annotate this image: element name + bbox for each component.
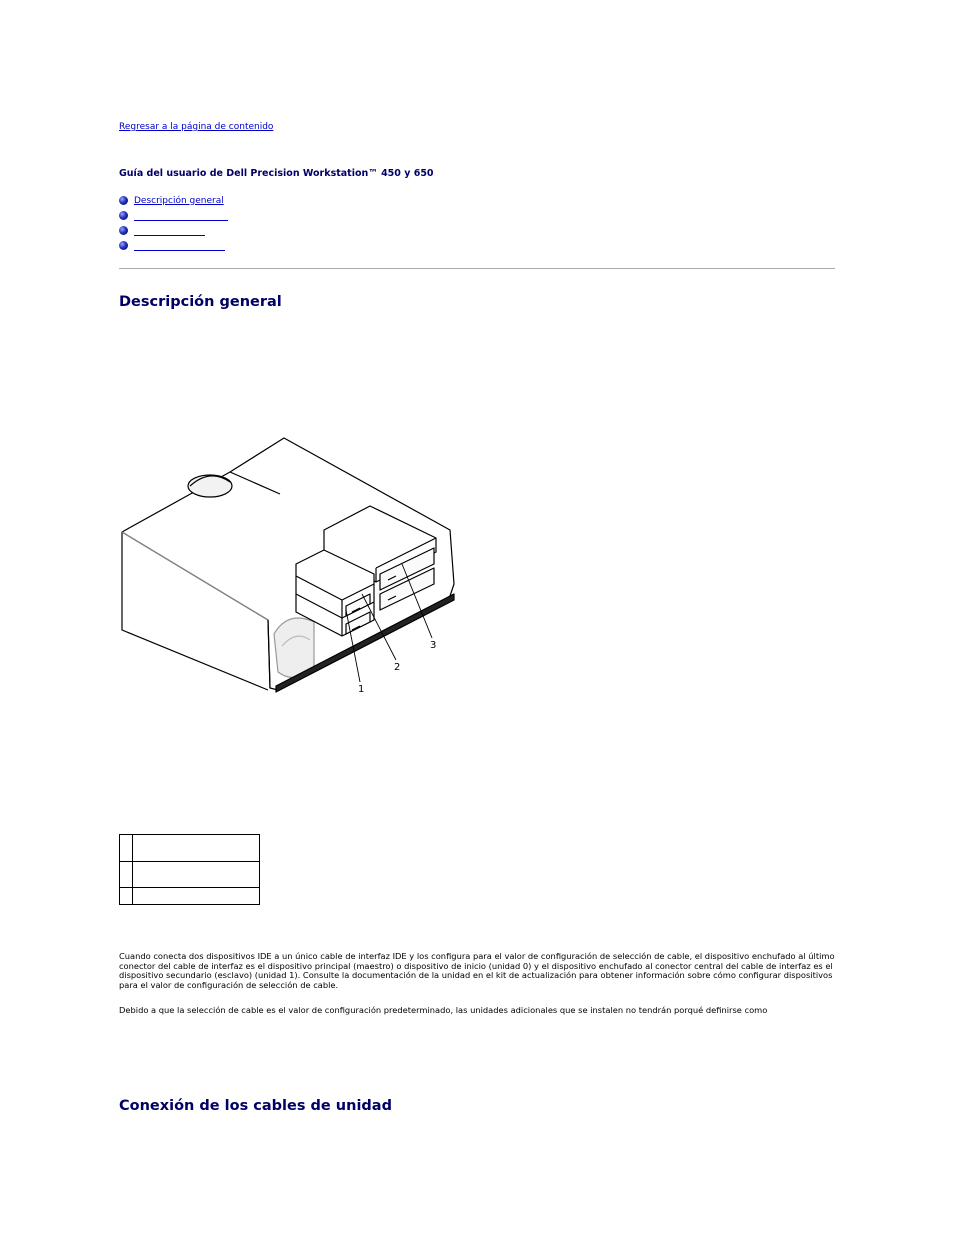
toc-item [119, 238, 228, 253]
bullet-icon [119, 196, 128, 205]
callout-description-cell [133, 835, 260, 862]
toc-link-3[interactable] [134, 226, 205, 236]
table-of-contents [119, 193, 228, 253]
callout-label: 1 [358, 684, 365, 695]
cable-select-paragraph: Cuando conecta dos dispositivos IDE a un único cable de interfaz IDE y los configura para el valor de configuración de selección de cable, el dispositivo enchufado al último conector del cable de interfaz es el dispositivo principal (maestro) o dispositivo de inicio (unidad 0) y el dispositivo enchufado al conector central del cable de interfaz es el dispositivo secundario (esclavo) (unidad 1). Consulte la documentación de la unidad en el kit de actualización para obtener información sobre cómo configurar dispositivos para el valor de configuración de selección de cable. [119, 951, 835, 990]
bullet-icon [119, 226, 128, 235]
horizontal-divider [119, 268, 835, 269]
callout-table [119, 834, 260, 905]
computer-drive-bays-illustration [118, 434, 458, 696]
back-to-contents-link[interactable]: Regresar a la página de contenido [119, 122, 274, 132]
toc-link-overview[interactable]: Descripción general [134, 195, 224, 206]
toc-link-4[interactable] [134, 241, 225, 251]
callout-description-cell [133, 862, 260, 888]
bullet-icon [119, 211, 128, 220]
bullet-icon [119, 241, 128, 250]
table-row [120, 835, 260, 862]
toc-item [119, 193, 228, 208]
callout-label: 2 [394, 662, 401, 673]
toc-item [119, 223, 228, 238]
section-heading-overview: Descripción general [119, 294, 282, 310]
toc-item [119, 208, 228, 223]
toc-link-2[interactable] [134, 211, 228, 221]
callout-description-cell [133, 888, 260, 905]
callout-number-cell [120, 835, 133, 862]
guide-title: Guía del usuario de Dell Precision Workstation™ 450 y 650 [119, 168, 434, 179]
table-row [120, 888, 260, 905]
table-row [120, 862, 260, 888]
callout-label: 3 [430, 640, 437, 651]
callout-number-cell [120, 888, 133, 905]
callout-number-cell [120, 862, 133, 888]
section-heading-drive-cables: Conexión de los cables de unidad [119, 1098, 392, 1114]
default-setting-paragraph: Debido a que la selección de cable es el valor de configuración predeterminado, las unidades adicionales que se instalen no tendrán porqué definirse como [119, 1005, 768, 1015]
